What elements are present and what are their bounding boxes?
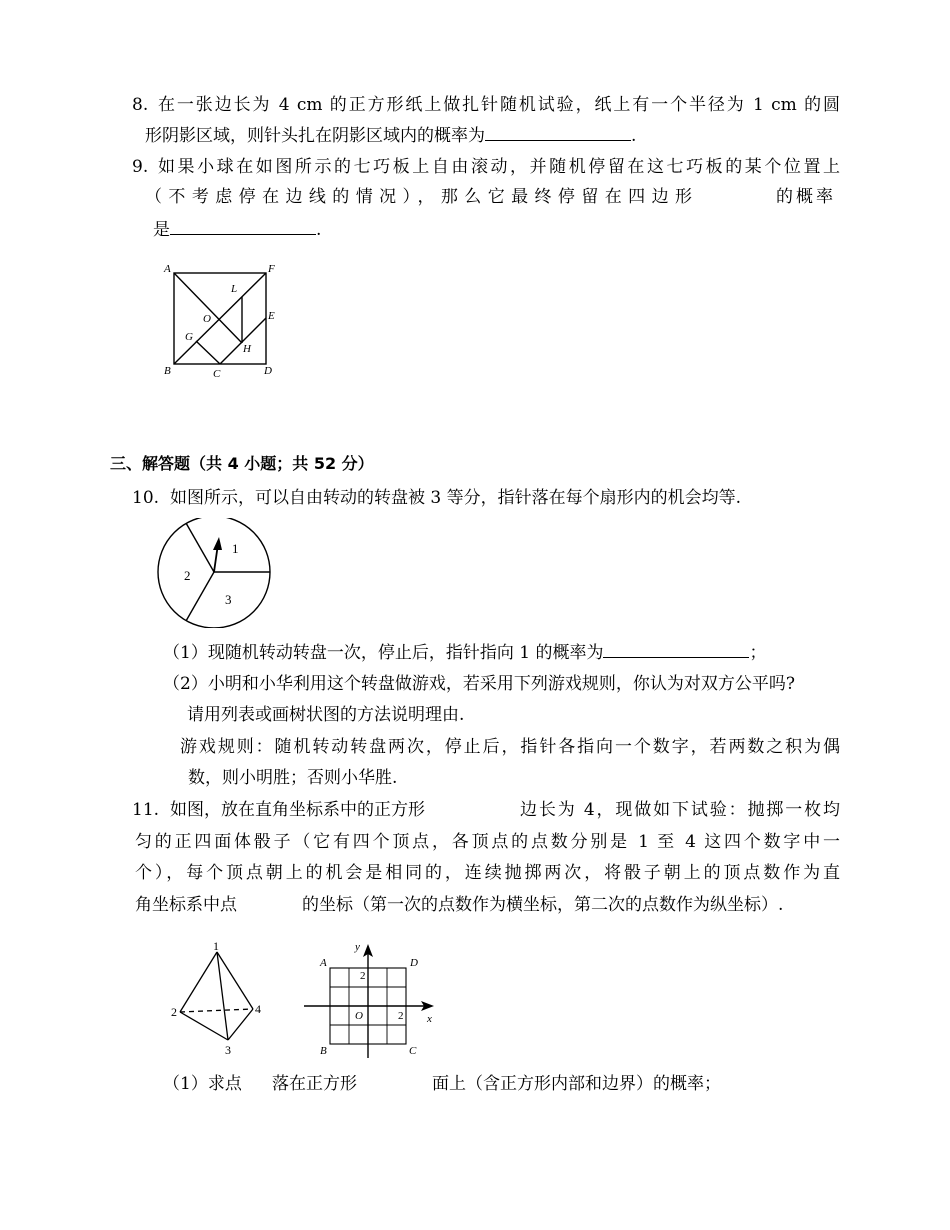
q11-line4-b: 的坐标（第一次的点数作为横坐标，第二次的点数作为纵坐标）. [302,895,784,915]
vertex-label-b: B [320,1045,327,1057]
q9-number: 9. [132,157,149,177]
q10-number: 10. [132,488,160,508]
q9-line2-b: 的概率 [776,187,836,207]
section-heading: 三、解答题（共 4 小题；共 52 分） [110,454,374,473]
q11-number: 11. [132,800,160,820]
sector-label-1: 1 [232,541,239,556]
tetra-label-3: 3 [225,1043,231,1057]
tangram-figure [158,258,288,383]
spinner-pointer-arrowhead [213,537,222,550]
vertex-label-c: C [409,1045,417,1057]
tetra-edge-12 [180,952,217,1012]
tetra-label-2: 2 [171,1005,177,1019]
q9-line3 [153,218,321,241]
q9-answer-blank[interactable] [170,218,316,235]
label-g: G [185,331,193,343]
tetra-label-1: 1 [213,939,219,953]
q8-line1: 在一张边长为 4 cm 的正方形纸上做扎针随机试验，纸上有一个半径为 1 cm 的圆 [158,95,840,115]
q10-part2-line1: （2）小明和小华利用这个转盘做游戏，若采用下列游戏规则，你认为对双方公平吗? [163,674,795,694]
vertex-label-a: A [320,957,327,969]
label-d: D [264,365,272,377]
q9-line3-text: 是 [153,220,170,240]
q8-line2 [145,124,636,147]
axis-label-x: x [427,1013,432,1025]
origin-label: O [355,1010,363,1022]
coordinate-grid-figure [300,936,445,1062]
q8-line2-text: 形阴影区域，则针头扎在阴影区域内的概率为 [145,126,485,146]
q11-line3: 个），每个顶点朝上的机会是相同的，连续抛掷两次，将骰子朝上的顶点数作为直 [135,863,840,883]
q9-line3-period: . [316,220,322,240]
tick-label-x-2: 2 [398,1010,404,1022]
q10-rule-line1: 游戏规则：随机转动转盘两次，停止后，指针各指向一个数字，若两数之积为偶 [180,737,840,757]
tangram-line-ec [220,318,266,364]
tetra-edge-13 [217,952,228,1040]
tetra-edge-23 [180,1012,228,1040]
q10-part1 [163,641,766,664]
q11-part1-c: 面上（含正方形内部和边界）的概率； [432,1074,721,1094]
label-a: A [164,263,171,275]
sector-label-2: 2 [184,568,191,583]
q10-answer-blank[interactable] [603,641,749,658]
q11-part1-b: 落在正方形 [272,1074,357,1094]
spinner-figure [155,518,279,628]
q8-number: 8. [132,95,149,115]
tetrahedron-figure [166,938,266,1060]
q11-part1-a: （1）求点 [163,1074,242,1094]
label-h: H [243,343,251,355]
tangram-line-gc [196,341,220,364]
axis-label-y: y [355,941,360,953]
tick-label-y-2: 2 [360,970,366,982]
q10-part2-line2: 请用列表或画树状图的方法说明理由. [187,705,465,725]
label-c: C [213,368,221,380]
label-f: F [268,263,275,275]
q10-part1-text: （1）现随机转动转盘一次，停止后，指针指向 1 的概率为 [163,643,604,663]
tetra-label-4: 4 [255,1002,261,1016]
q11-line2: 匀的正四面体骰子（它有四个顶点，各顶点的点数分别是 1 至 4 这四个数字中一 [135,832,840,852]
q10-part1-end: ； [749,643,767,663]
q10-rule-line2: 数，则小明胜；否则小华胜. [188,768,398,788]
q10-line1: 如图所示，可以自由转动的转盘被 3 等分，指针落在每个扇形内的机会均等. [170,488,742,508]
label-b: B [164,365,171,377]
tetra-edge-43 [228,1009,253,1040]
tetra-edge-24-hidden [180,1009,253,1012]
label-o: O [203,313,211,325]
q11-line1-b: 边长为 4，现做如下试验：抛掷一枚均 [520,800,840,820]
vertex-label-d: D [410,957,418,969]
sector-label-3: 3 [225,592,232,607]
q11-line1-a: 如图，放在直角坐标系中的正方形 [170,800,425,820]
q11-line4-a: 角坐标系中点 [135,895,237,915]
tetra-edge-14 [217,952,253,1009]
q9-line1: 如果小球在如图所示的七巧板上自由滚动，并随机停留在这七巧板的某个位置上 [158,157,840,177]
q8-line2-period: . [631,126,637,146]
label-l: L [231,283,238,295]
q8-answer-blank[interactable] [485,124,631,141]
spinner-divider-top [186,523,214,572]
label-e: E [268,310,275,322]
q9-line2-a: （不考虑停在边线的情况），那么它最终停留在四边形 [145,187,693,207]
